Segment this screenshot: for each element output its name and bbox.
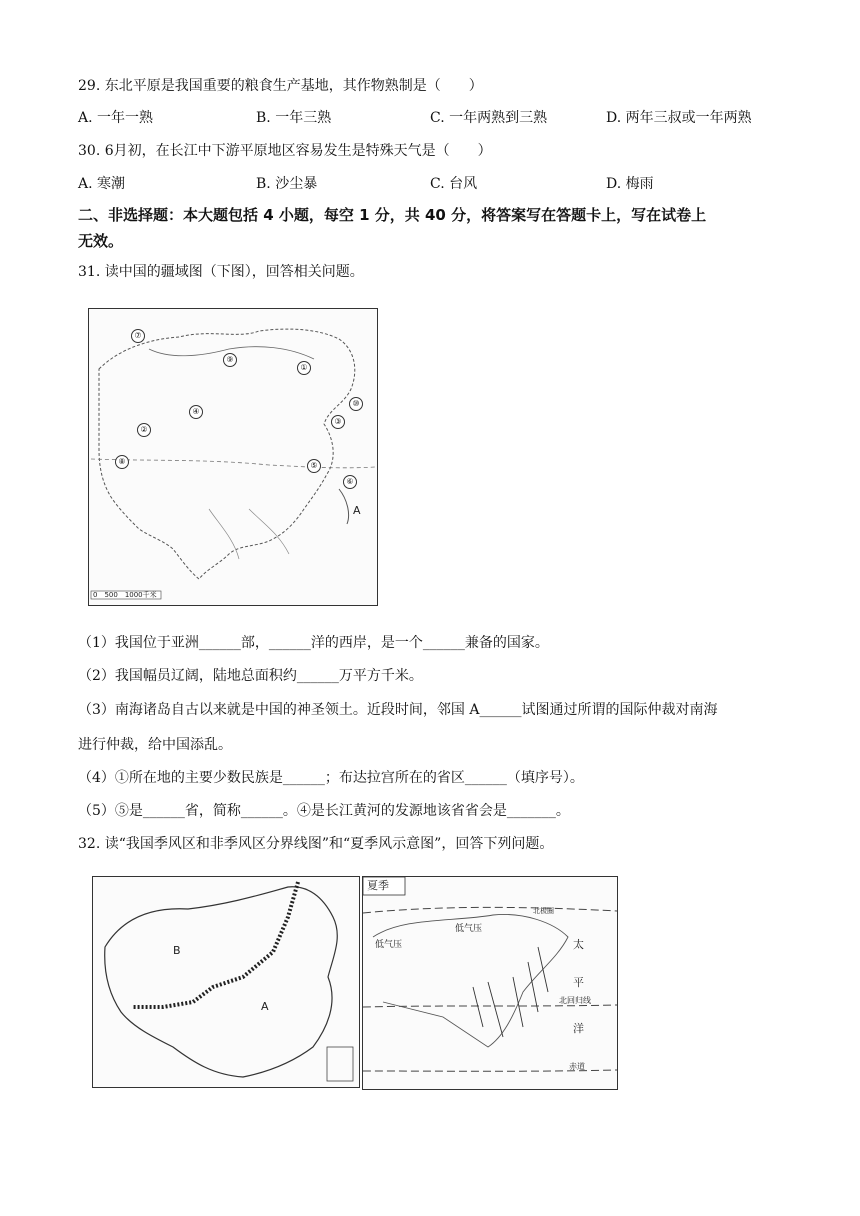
equator-label: 赤道 [569, 1062, 585, 1071]
summer-monsoon-map [362, 876, 618, 1090]
q32-stem: 32. 读“我国季风区和非季风区分界线图”和“夏季风示意图”，回答下列问题。 [78, 836, 554, 852]
q31-sub3-line1: （3）南海诸岛自古以来就是中国的神圣领土。近段时间，邻国 A______试图通过所谓的国际仲裁对南海 [78, 702, 718, 718]
q29-stem: 29. 东北平原是我国重要的粮食生产基地，其作物熟制是（ ） [78, 78, 483, 94]
marker-10: ⑩ [349, 397, 363, 411]
q31-sub3-line2: 进行仲裁，给中国添乱。 [78, 737, 232, 753]
low-pressure-label-2: 低气压 [375, 940, 403, 950]
monsoon-boundary-line [133, 882, 298, 1007]
arctic-circle-line [363, 907, 617, 913]
china-territory-map [88, 308, 378, 606]
q30-option-c: C. 台风 [430, 176, 478, 192]
marker-6: ⑥ [343, 475, 357, 489]
arctic-circle-label: 北极圈 [533, 907, 554, 915]
q29-option-a: A. 一年一熟 [78, 110, 154, 126]
region-a-label: A [261, 1000, 269, 1013]
q31-sub2: （2）我国幅员辽阔，陆地总面积约______万平方千米。 [78, 668, 423, 684]
ocean-label-tai: 太 [573, 938, 584, 951]
ocean-label-yang: 洋 [573, 1022, 584, 1035]
q30-option-a: A. 寒潮 [78, 176, 126, 192]
marker-5: ⑤ [307, 459, 321, 473]
south-sea-inset [327, 1047, 353, 1081]
peninsula-lines [209, 509, 289, 559]
q31-stem: 31. 读中国的疆域图（下图），回答相关问题。 [78, 264, 364, 280]
q31-sub4: （4）①所在地的主要少数民族是______；布达拉宫所在的省区______（填序号）。 [78, 770, 584, 786]
marker-3: ③ [331, 415, 345, 429]
marker-a: A [353, 504, 361, 517]
marker-1: ① [297, 361, 311, 375]
marker-4: ④ [189, 405, 203, 419]
low-pressure-label-1: 低气压 [455, 924, 483, 934]
tropic-line [91, 459, 375, 468]
marker-9: ⑨ [223, 353, 237, 367]
marker-2: ② [137, 423, 151, 437]
q30-option-d: D. 梅雨 [606, 176, 654, 192]
region-b-label: B [173, 944, 181, 957]
q31-sub1: （1）我国位于亚洲______部，______洋的西岸，是一个______兼备的国家。 [78, 635, 549, 651]
q29-option-d: D. 两年三叔或一年两熟 [606, 110, 752, 126]
q30-stem: 30. 6月初，在长江中下游平原地区容易发生是特殊天气是（ ） [78, 143, 492, 159]
season-title: 夏季 [367, 879, 389, 892]
china-outline-2 [105, 887, 338, 1077]
section2-heading-line2: 无效。 [78, 232, 124, 250]
marker-7: ⑦ [131, 329, 145, 343]
q29-option-c: C. 一年两熟到三熟 [430, 110, 548, 126]
ocean-label-ping: 平 [573, 976, 584, 989]
tropic-of-cancer-label: 北回归线 [559, 996, 591, 1005]
monsoon-arrows [473, 947, 548, 1037]
section2-heading-line1: 二、非选择题：本大题包括 4 小题，每空 1 分，共 40 分，将答案写在答题卡上，写在试卷上 [78, 206, 707, 224]
philippines-outline [339, 489, 349, 524]
scale-label: 0 500 1000千米 [93, 591, 157, 599]
marker-8: ⑧ [115, 455, 129, 469]
q29-option-b: B. 一年三熟 [256, 110, 332, 126]
q31-sub5: （5）⑤是______省，简称______。④是长江黄河的发源地该省省会是_______。 [78, 803, 570, 819]
monsoon-boundary-drawing [93, 877, 359, 1087]
monsoon-boundary-map [92, 876, 360, 1088]
q30-option-b: B. 沙尘暴 [256, 176, 318, 192]
